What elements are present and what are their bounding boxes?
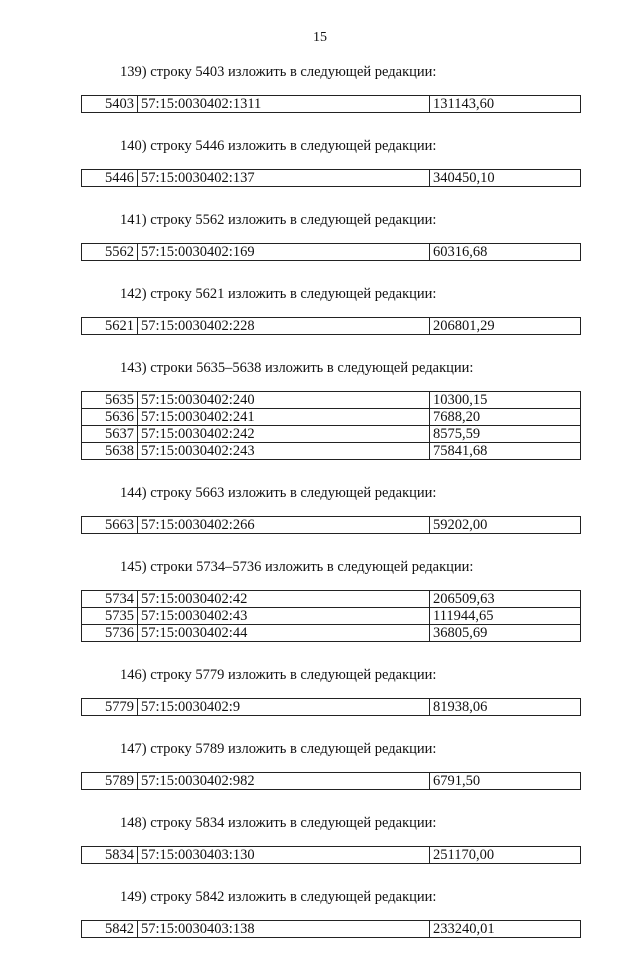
cadastral-number-cell: 57:15:0030402:44: [138, 625, 430, 642]
table-row: [82, 244, 581, 261]
table-row: [82, 96, 581, 113]
cadastral-number-cell: 57:15:0030402:1311: [138, 96, 430, 113]
table-row: [82, 608, 581, 625]
amendment-table: [81, 391, 581, 460]
amendment-section: [0, 887, 640, 961]
cadastral-number-cell: 57:15:0030402:228: [138, 318, 430, 335]
table-row: [82, 426, 581, 443]
amendment-instruction: 144) строку 5663 изложить в следующей редакции:: [120, 485, 437, 501]
table-row: [82, 773, 581, 790]
cadastral-number-cell: 57:15:0030403:138: [138, 921, 430, 938]
table-row: [82, 921, 581, 938]
table-row: [82, 318, 581, 335]
amendment-section: [0, 62, 640, 136]
value-cell: 111944,65: [430, 608, 581, 625]
value-cell: 233240,01: [430, 921, 581, 938]
table-row: [82, 170, 581, 187]
cadastral-number-cell: 57:15:0030402:242: [138, 426, 430, 443]
amendment-table: [81, 772, 581, 790]
value-cell: 6791,50: [430, 773, 581, 790]
row-number-cell: 5635: [82, 392, 138, 409]
table-row: [82, 517, 581, 534]
row-number-cell: 5735: [82, 608, 138, 625]
amendment-instruction: 143) строки 5635–5638 изложить в следующей редакции:: [120, 360, 474, 376]
amendment-table: [81, 698, 581, 716]
value-cell: 36805,69: [430, 625, 581, 642]
value-cell: 59202,00: [430, 517, 581, 534]
cadastral-number-cell: 57:15:0030402:169: [138, 244, 430, 261]
amendment-table: [81, 317, 581, 335]
row-number-cell: 5638: [82, 443, 138, 460]
amendment-table: [81, 243, 581, 261]
row-number-cell: 5842: [82, 921, 138, 938]
amendment-table: [81, 95, 581, 113]
row-number-cell: 5834: [82, 847, 138, 864]
amendment-table: [81, 846, 581, 864]
amendment-section: [0, 284, 640, 358]
value-cell: 206509,63: [430, 591, 581, 608]
table-row: [82, 625, 581, 642]
row-number-cell: 5446: [82, 170, 138, 187]
table-row: [82, 847, 581, 864]
value-cell: 340450,10: [430, 170, 581, 187]
amendment-section: [0, 557, 640, 665]
row-number-cell: 5562: [82, 244, 138, 261]
amendment-section: [0, 739, 640, 813]
row-number-cell: 5636: [82, 409, 138, 426]
amendment-section: [0, 358, 640, 483]
amendment-instruction: 146) строку 5779 изложить в следующей редакции:: [120, 667, 437, 683]
row-number-cell: 5663: [82, 517, 138, 534]
value-cell: 8575,59: [430, 426, 581, 443]
amendment-instruction: 141) строку 5562 изложить в следующей редакции:: [120, 212, 437, 228]
value-cell: 251170,00: [430, 847, 581, 864]
table-row: [82, 591, 581, 608]
value-cell: 10300,15: [430, 392, 581, 409]
value-cell: 7688,20: [430, 409, 581, 426]
cadastral-number-cell: 57:15:0030402:243: [138, 443, 430, 460]
amendment-instruction: 142) строку 5621 изложить в следующей редакции:: [120, 286, 437, 302]
page-number: 15: [313, 30, 327, 45]
amendment-table: [81, 169, 581, 187]
amendment-section: [0, 665, 640, 739]
amendment-instruction: 147) строку 5789 изложить в следующей редакции:: [120, 741, 437, 757]
row-number-cell: 5789: [82, 773, 138, 790]
table-row: [82, 699, 581, 716]
table-row: [82, 392, 581, 409]
table-row: [82, 443, 581, 460]
cadastral-number-cell: 57:15:0030402:43: [138, 608, 430, 625]
cadastral-number-cell: 57:15:0030402:982: [138, 773, 430, 790]
amendment-instruction: 139) строку 5403 изложить в следующей редакции:: [120, 64, 437, 80]
row-number-cell: 5779: [82, 699, 138, 716]
row-number-cell: 5736: [82, 625, 138, 642]
row-number-cell: 5734: [82, 591, 138, 608]
amendment-table: [81, 920, 581, 938]
row-number-cell: 5637: [82, 426, 138, 443]
amendment-table: [81, 516, 581, 534]
amendment-instruction: 140) строку 5446 изложить в следующей редакции:: [120, 138, 437, 154]
row-number-cell: 5621: [82, 318, 138, 335]
value-cell: 131143,60: [430, 96, 581, 113]
document-body: [0, 62, 640, 961]
row-number-cell: 5403: [82, 96, 138, 113]
amendment-table: [81, 590, 581, 642]
value-cell: 81938,06: [430, 699, 581, 716]
cadastral-number-cell: 57:15:0030402:266: [138, 517, 430, 534]
value-cell: 60316,68: [430, 244, 581, 261]
cadastral-number-cell: 57:15:0030402:240: [138, 392, 430, 409]
amendment-section: [0, 210, 640, 284]
amendment-instruction: 149) строку 5842 изложить в следующей редакции:: [120, 889, 437, 905]
cadastral-number-cell: 57:15:0030402:42: [138, 591, 430, 608]
cadastral-number-cell: 57:15:0030402:137: [138, 170, 430, 187]
cadastral-number-cell: 57:15:0030402:241: [138, 409, 430, 426]
amendment-section: [0, 813, 640, 887]
amendment-instruction: 145) строки 5734–5736 изложить в следующей редакции:: [120, 559, 474, 575]
value-cell: 75841,68: [430, 443, 581, 460]
amendment-section: [0, 483, 640, 557]
amendment-section: [0, 136, 640, 210]
cadastral-number-cell: 57:15:0030403:130: [138, 847, 430, 864]
amendment-instruction: 148) строку 5834 изложить в следующей редакции:: [120, 815, 437, 831]
value-cell: 206801,29: [430, 318, 581, 335]
table-row: [82, 409, 581, 426]
cadastral-number-cell: 57:15:0030402:9: [138, 699, 430, 716]
